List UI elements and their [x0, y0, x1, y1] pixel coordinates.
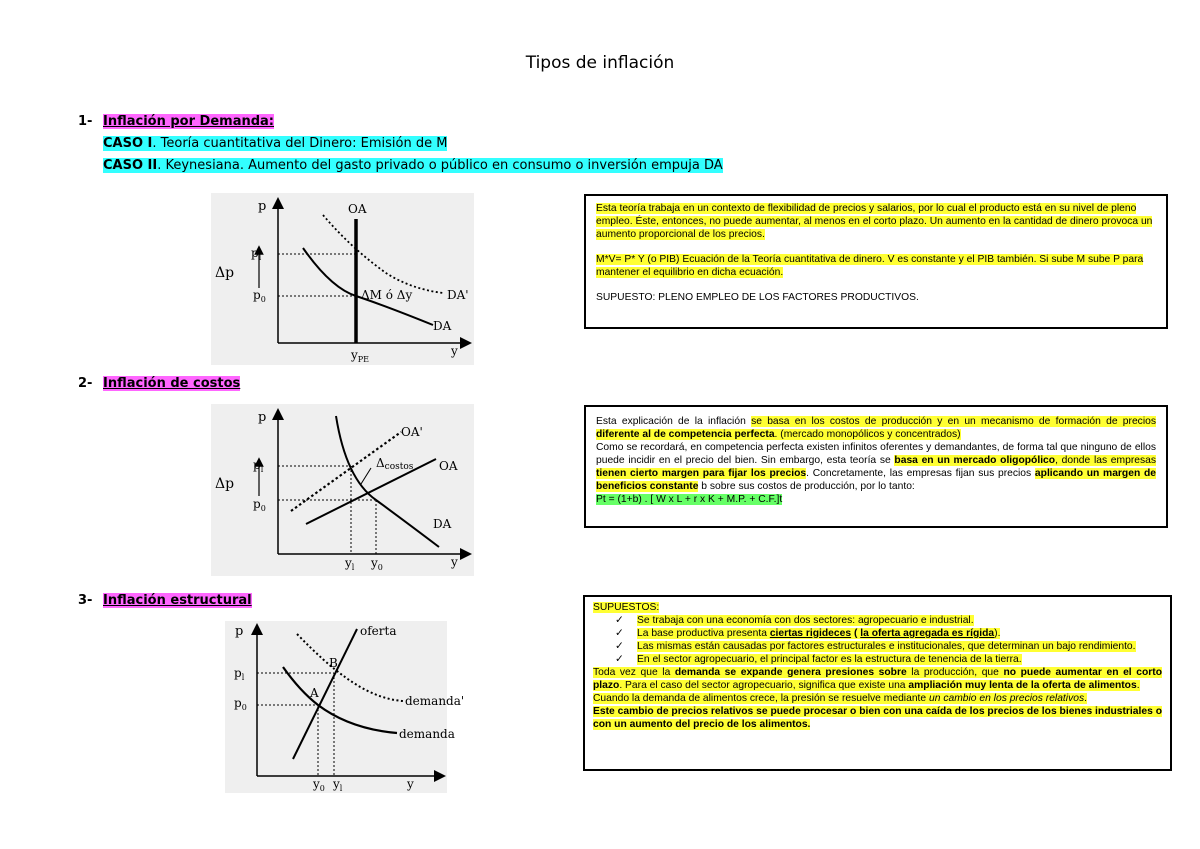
y-axis-label: y [451, 344, 458, 358]
ype-label: $y_{PE}$ [351, 348, 370, 364]
box2-paragraph-1: Esta explicación de la inflación se basa en los costos de producción y en un mecanismo de formación de precios diferente al de competencia perfecta. (mercado monopólicos y concentrados) [596, 416, 1156, 440]
demanda-label: demanda [399, 727, 455, 741]
demand-inflation-textbox [584, 194, 1168, 329]
section-2-number: 2- [78, 376, 93, 391]
y-axis-label: y [407, 777, 414, 791]
check-icon: ✓ [615, 654, 624, 665]
p1-label: $p_l$ [253, 458, 264, 474]
p0-label: $p_0$ [253, 288, 266, 304]
case-1-text: . Teoría cuantitativa del Dinero: Emisión de M [152, 136, 448, 151]
bullet-item: ✓ Las mismas están causadas por factores estructurales e institucionales, que determinan un bajo rendimiento. [615, 641, 1136, 652]
y0-label: $y_0$ [371, 556, 383, 572]
delta-costos-label: Δcostos [376, 456, 414, 472]
y1-label: $y_l$ [333, 777, 343, 793]
box3-paragraph-2: Cuando la demanda de alimentos crece, la presión se resuelve mediante un cambio en los precios relativos. [593, 693, 1087, 704]
cost-inflation-textbox [584, 405, 1168, 528]
section-3-heading [103, 593, 252, 608]
check-icon: ✓ [615, 641, 624, 652]
oferta-label: oferta [360, 624, 397, 638]
case-1-line [103, 136, 447, 151]
p1-label: $p_l$ [234, 666, 245, 682]
da-label: DA [433, 319, 452, 333]
y0-label: $y_0$ [313, 777, 325, 793]
section-1-number: 1- [78, 114, 93, 129]
case-2-label: CASO II [103, 158, 158, 173]
p0-label: $p_0$ [234, 696, 247, 712]
structural-inflation-textbox [583, 595, 1172, 771]
case-2-line [103, 158, 723, 173]
box3-supuestos: SUPUESTOS: [593, 602, 660, 613]
cost-inflation-graph [211, 404, 474, 576]
check-icon: ✓ [615, 615, 624, 626]
demanda-prime-label: demanda' [405, 694, 465, 708]
case-1-label: CASO I [103, 136, 153, 151]
bullet-item: ✓ En el sector agropecuario, el principal factor es la estructura de tenencia de la tierra. [615, 654, 1022, 665]
p0-label: $p_0$ [253, 497, 266, 513]
check-icon: ✓ [615, 628, 624, 639]
page-title: Tipos de inflación [525, 53, 675, 73]
oa-label: OA [439, 459, 458, 473]
delta-p-label: Δp [215, 476, 235, 492]
p1-label: $p_l$ [251, 246, 262, 262]
oa-label: OA [348, 202, 367, 216]
point-b-label: B [329, 656, 338, 670]
p-axis-label: p [258, 199, 267, 214]
structural-inflation-graph [225, 621, 465, 793]
section-3-heading-text: Inflación estructural [103, 593, 252, 608]
box1-paragraph-2: M*V= P* Y (o PIB) Ecuación de la Teoría cuantitativa de dinero. V es constante y el PIB también. Si sube M sube P para mantener el equilibrio en dicha ecuación. [596, 254, 1144, 278]
p-axis-label: p [235, 624, 244, 639]
section-2-heading [103, 376, 240, 391]
y-axis-label: y [451, 555, 458, 569]
box3-paragraph-3: Este cambio de precios relativos se puede procesar o bien con una caída de los precios de los bienes industriales o con un aumento del precio de los alimentos. [593, 706, 1162, 730]
da-label: DA [433, 517, 452, 531]
delta-m-label: ΔM ó Δy [361, 288, 413, 302]
delta-p-label: Δp [215, 265, 235, 281]
box3-bullet-list [593, 614, 1162, 666]
box3-paragraph-1: Toda vez que la demanda se expande genera presiones sobre la producción, que no puede aumentar en el corto plazo. Para el caso del sector agropecuario, significa que existe una ampliación muy lenta de la oferta de alimentos. [593, 667, 1162, 691]
da-prime-label: DA' [447, 288, 469, 302]
box2-paragraph-2: Como se recordará, en competencia perfecta existen infinitos oferentes y demandantes, de forma tal que ninguno de ellos puede incidir en el precio del bien. Sin embargo, esta teoría se basa en un mercado oligopólico, donde las empresas tienen cierto margen para fijar los precios. Concretamente, las empresas fijan sus precios aplicando un margen de beneficios constante b sobre sus costos de producción, por lo tanto: [596, 442, 1157, 492]
demand-inflation-graph [211, 193, 474, 365]
section-2-heading-text: Inflación de costos [103, 376, 241, 391]
oa-prime-label: OA' [401, 425, 423, 439]
p-axis-label: p [258, 410, 267, 425]
box2-formula: Pt = (1+b) . [ W x L + r x K + M.P. + C.F.]t [596, 494, 783, 505]
case-2-text: . Keynesiana. Aumento del gasto privado o público en consumo o inversión empuja DA [157, 158, 723, 173]
bullet-item: ✓ La base productiva presenta ciertas rigideces ( la oferta agregada es rígida). [615, 628, 1001, 639]
box1-paragraph-3: SUPUESTO: PLENO EMPLEO DE LOS FACTORES PRODUCTIVOS. [596, 292, 919, 303]
box1-paragraph-1: Esta teoría trabaja en un contexto de flexibilidad de precios y salarios, por lo cual el producto está en su nivel de pleno empleo. Éste, entonces, no puede aumentar, al menos en el corto plazo. Un aumento en la cantidad de dinero provoca un aumento proporcional de los precios. [596, 203, 1153, 240]
section-3-number: 3- [78, 593, 93, 608]
y1-label: $y_l$ [345, 556, 355, 572]
bullet-item: ✓ Se trabaja con una economía con dos sectores: agropecuario e industrial. [615, 615, 974, 626]
point-a-label: A [310, 686, 319, 700]
section-1-heading [103, 114, 274, 129]
section-1-heading-text: Inflación por Demanda: [103, 114, 275, 129]
